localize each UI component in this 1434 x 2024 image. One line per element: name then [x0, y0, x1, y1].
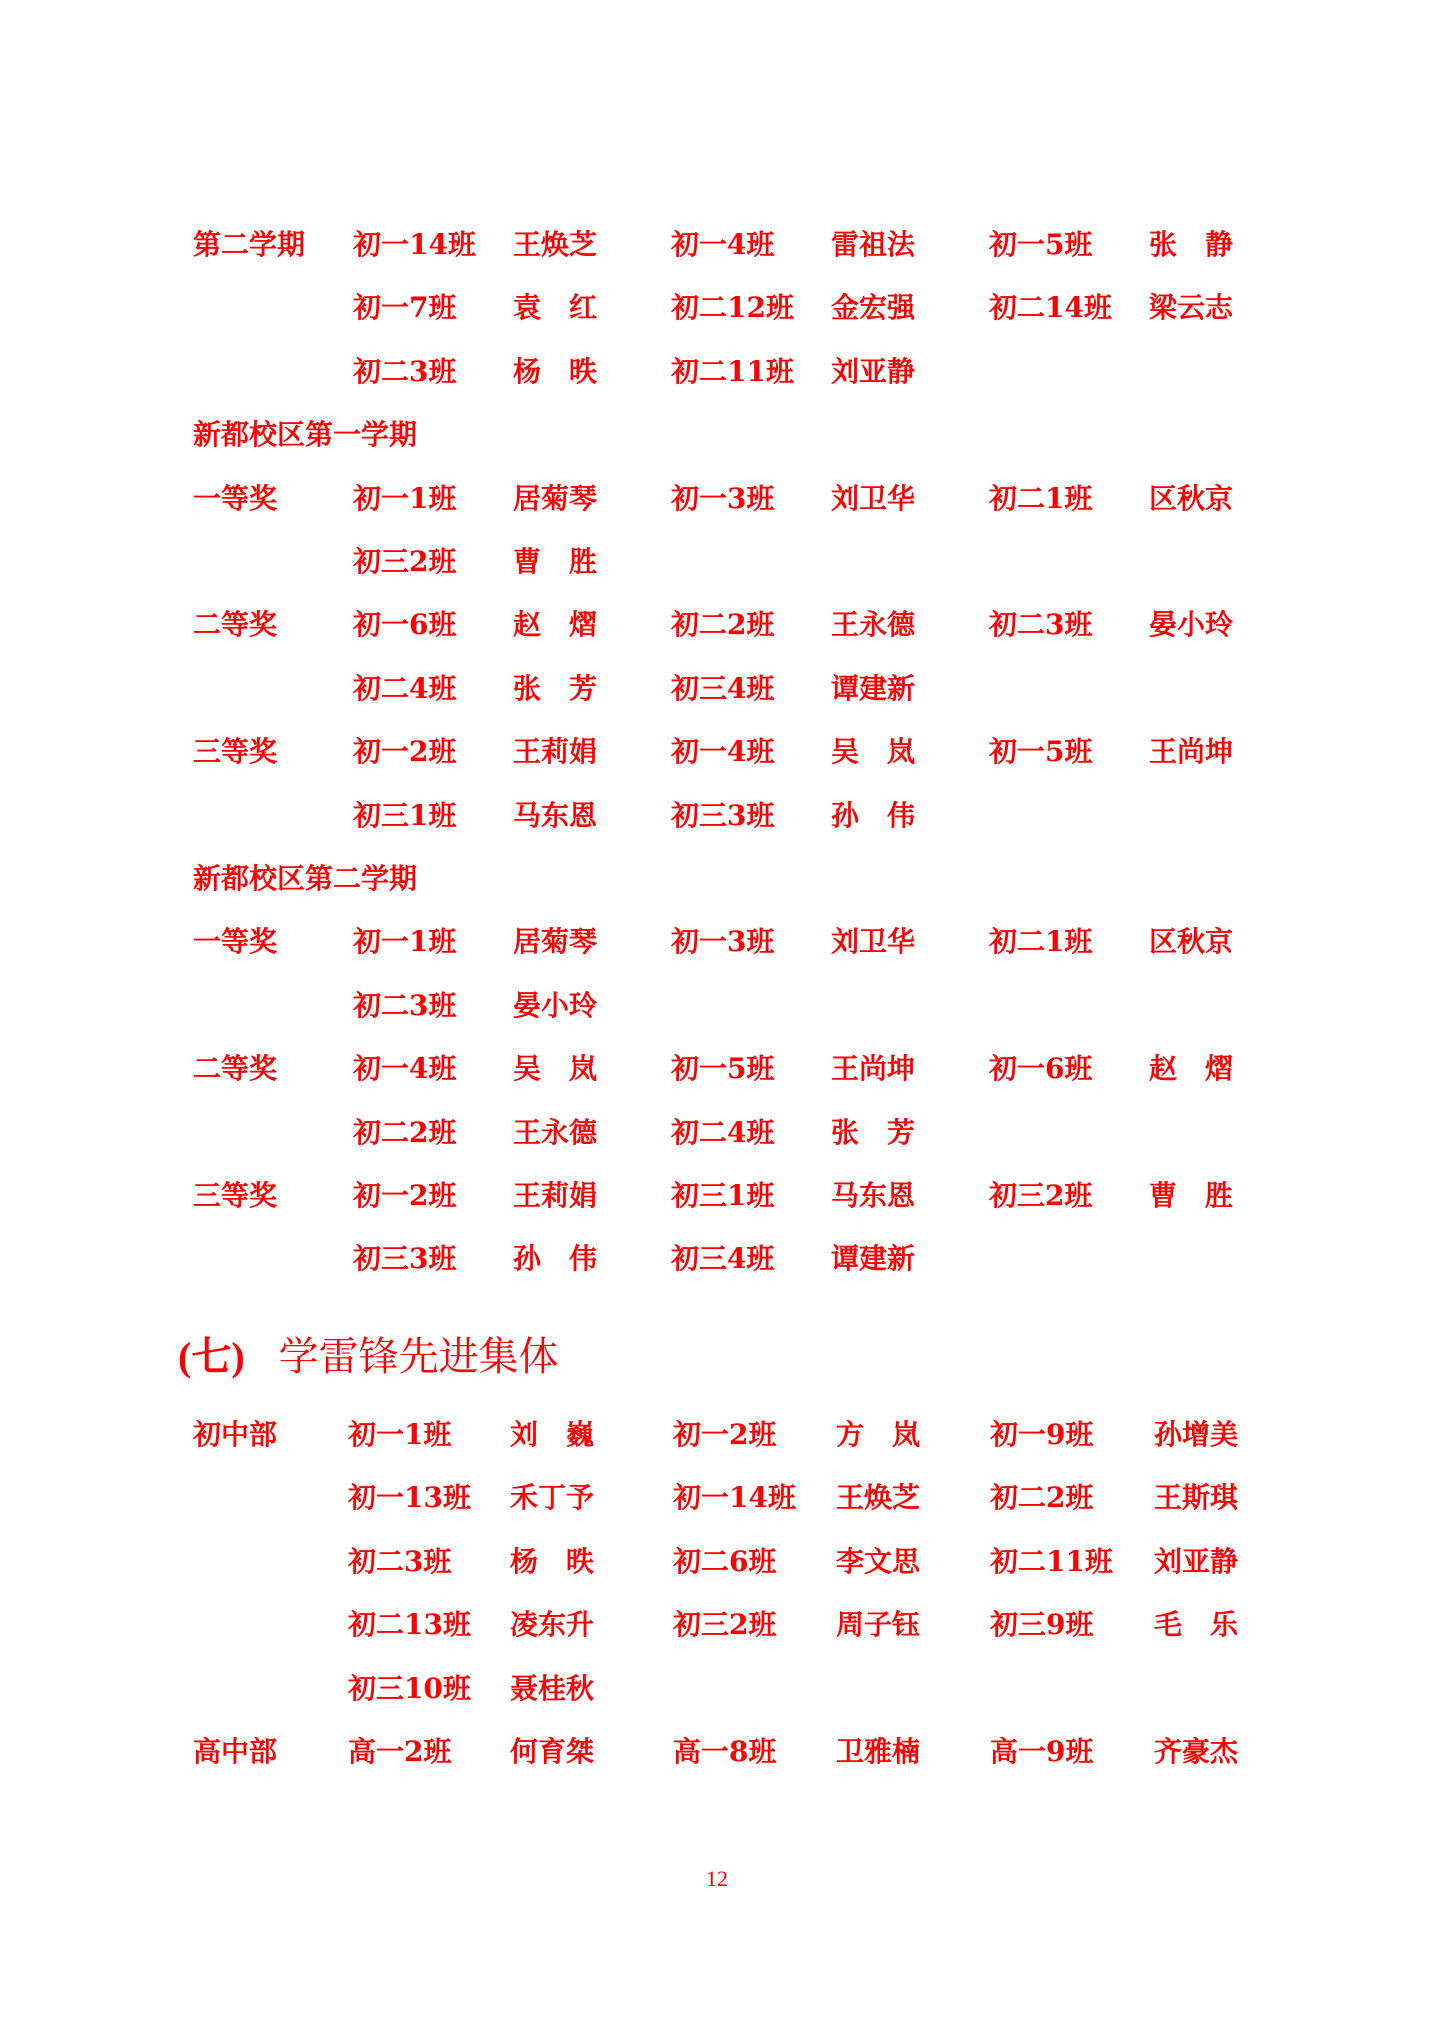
section-title: 学雷锋先进集体 [278, 1334, 559, 1380]
name-cell: 王焕芝 [513, 228, 598, 261]
name-cell: 王永德 [831, 608, 916, 642]
class-cell: 初一3班 [671, 481, 775, 515]
class-cell: 初一3班 [671, 925, 775, 959]
class-cell: 初一1班 [353, 925, 457, 959]
list-row [0, 415, 1434, 455]
name-cell: 齐豪杰 [1154, 1735, 1239, 1768]
row-label: 新都校区第二学期 [193, 862, 418, 895]
name-cell: 马东恩 [513, 798, 598, 832]
name-cell: 卫雅楠 [836, 1735, 921, 1768]
name-cell: 李文思 [836, 1544, 921, 1578]
class-cell: 初三2班 [673, 1608, 777, 1642]
class-cell: 初三2班 [989, 1179, 1093, 1212]
name-cell: 张 静 [1149, 228, 1234, 261]
class-cell: 初一14班 [353, 228, 476, 261]
name-cell: 晏小玲 [513, 988, 598, 1022]
list-row [0, 922, 1434, 962]
class-cell: 初一2班 [353, 735, 457, 769]
class-cell: 初二6班 [673, 1544, 777, 1578]
class-cell: 初三3班 [353, 1242, 457, 1276]
class-cell: 初一5班 [671, 1052, 775, 1086]
class-cell: 初二12班 [671, 291, 794, 325]
name-cell: 吴 岚 [513, 1052, 598, 1086]
class-cell: 初一9班 [990, 1418, 1094, 1451]
class-cell: 初一2班 [673, 1418, 777, 1451]
class-cell: 初二1班 [989, 481, 1093, 515]
name-cell: 孙 伟 [831, 798, 916, 832]
name-cell: 孙 伟 [513, 1242, 598, 1276]
name-cell: 毛 乐 [1154, 1608, 1239, 1642]
name-cell: 王永德 [513, 1115, 598, 1149]
name-cell: 谭建新 [831, 671, 916, 705]
class-cell: 初一5班 [989, 735, 1093, 769]
class-cell: 初三9班 [990, 1608, 1094, 1642]
class-cell: 初三4班 [671, 1242, 775, 1276]
list-row [0, 1113, 1434, 1153]
row-label: 一等奖 [193, 925, 278, 959]
row-label: 二等奖 [193, 1052, 278, 1086]
list-row [0, 1049, 1434, 1089]
class-cell: 初三3班 [671, 798, 775, 832]
name-cell: 梁云志 [1149, 291, 1234, 325]
name-cell: 周子钰 [836, 1608, 921, 1642]
class-cell: 初三4班 [671, 671, 775, 705]
name-cell: 金宏强 [831, 291, 916, 325]
list-row [0, 986, 1434, 1026]
name-cell: 王莉娟 [513, 735, 598, 769]
class-cell: 初二4班 [671, 1115, 775, 1149]
list-row [0, 605, 1434, 645]
row-label: 一等奖 [193, 481, 278, 515]
name-cell: 曹 胜 [1149, 1179, 1234, 1212]
row-label: 二等奖 [193, 608, 278, 642]
list-row [0, 1415, 1434, 1455]
name-cell: 王焕芝 [836, 1481, 921, 1515]
class-cell: 高一2班 [348, 1735, 452, 1768]
list-row [0, 669, 1434, 709]
name-cell: 刘亚静 [1154, 1544, 1239, 1578]
name-cell: 方 岚 [836, 1418, 921, 1451]
list-row [0, 288, 1434, 328]
class-cell: 初三1班 [671, 1179, 775, 1212]
name-cell: 居菊琴 [513, 481, 598, 515]
name-cell: 袁 红 [513, 291, 598, 325]
class-cell: 高一8班 [673, 1735, 777, 1768]
name-cell: 马东恩 [831, 1179, 916, 1212]
class-cell: 初二2班 [353, 1115, 457, 1149]
class-cell: 初二13班 [348, 1608, 471, 1642]
name-cell: 王斯琪 [1154, 1481, 1239, 1515]
name-cell: 王尚坤 [1149, 735, 1234, 769]
list-row [0, 1605, 1434, 1645]
class-cell: 初一6班 [989, 1052, 1093, 1086]
class-cell: 初一7班 [353, 291, 457, 325]
class-cell: 初二4班 [353, 671, 457, 705]
row-label: 第二学期 [193, 228, 306, 261]
name-cell: 赵 熠 [513, 608, 598, 642]
list-row [0, 732, 1434, 772]
row-label: 三等奖 [193, 735, 278, 769]
name-cell: 区秋京 [1149, 481, 1234, 515]
list-row [0, 542, 1434, 582]
list-row [0, 479, 1434, 519]
name-cell: 区秋京 [1149, 925, 1234, 959]
class-cell: 初二3班 [348, 1544, 452, 1578]
list-row [0, 225, 1434, 265]
class-cell: 初一1班 [353, 481, 457, 515]
class-cell: 初三2班 [353, 545, 457, 578]
name-cell: 张 芳 [831, 1115, 916, 1149]
list-row [0, 1176, 1434, 1216]
section-number: (七) [178, 1334, 245, 1379]
name-cell: 刘 巍 [510, 1418, 595, 1451]
class-cell: 初一4班 [671, 735, 775, 769]
name-cell: 赵 熠 [1149, 1052, 1234, 1086]
name-cell: 杨 昳 [513, 354, 598, 388]
name-cell: 王莉娟 [513, 1179, 598, 1212]
class-cell: 初二11班 [671, 354, 794, 388]
list-row [0, 1542, 1434, 1582]
row-label: 高中部 [193, 1735, 278, 1768]
name-cell: 聂桂秋 [510, 1671, 595, 1705]
list-row [0, 1732, 1434, 1772]
name-cell: 吴 岚 [831, 735, 916, 769]
class-cell: 初一5班 [989, 228, 1093, 261]
class-cell: 初三1班 [353, 798, 457, 832]
name-cell: 刘亚静 [831, 354, 916, 388]
class-cell: 初一1班 [348, 1418, 452, 1451]
class-cell: 初一2班 [353, 1179, 457, 1212]
class-cell: 初三10班 [348, 1671, 471, 1705]
class-cell: 初一6班 [353, 608, 457, 642]
class-cell: 初一4班 [353, 1052, 457, 1086]
row-label: 新都校区第一学期 [193, 418, 418, 452]
name-cell: 居菊琴 [513, 925, 598, 959]
name-cell: 张 芳 [513, 671, 598, 705]
class-cell: 初二11班 [990, 1544, 1113, 1578]
name-cell: 晏小玲 [1149, 608, 1234, 642]
class-cell: 初一13班 [348, 1481, 471, 1515]
class-cell: 初二2班 [990, 1481, 1094, 1515]
name-cell: 刘卫华 [831, 481, 916, 515]
name-cell: 何育桀 [510, 1735, 595, 1768]
list-row [0, 352, 1434, 392]
class-cell: 初一14班 [673, 1481, 796, 1515]
name-cell: 凌东升 [510, 1608, 595, 1642]
class-cell: 高一9班 [990, 1735, 1094, 1768]
class-cell: 初二14班 [989, 291, 1112, 325]
list-row [0, 1239, 1434, 1279]
page-number: 12 [706, 1866, 728, 1891]
row-label: 初中部 [193, 1418, 278, 1451]
name-cell: 王尚坤 [831, 1052, 916, 1086]
class-cell: 初二1班 [989, 925, 1093, 959]
name-cell: 禾丁予 [510, 1481, 595, 1515]
class-cell: 初二3班 [353, 988, 457, 1022]
row-label: 三等奖 [193, 1179, 278, 1212]
section-heading [178, 1330, 559, 1384]
class-cell: 初二3班 [353, 354, 457, 388]
name-cell: 雷祖法 [831, 228, 916, 261]
list-row [0, 859, 1434, 899]
name-cell: 杨 昳 [510, 1544, 595, 1578]
name-cell: 刘卫华 [831, 925, 916, 959]
name-cell: 谭建新 [831, 1242, 916, 1276]
list-row [0, 796, 1434, 836]
class-cell: 初二2班 [671, 608, 775, 642]
list-row [0, 1669, 1434, 1709]
list-row [0, 1478, 1434, 1518]
class-cell: 初二3班 [989, 608, 1093, 642]
class-cell: 初一4班 [671, 228, 775, 261]
name-cell: 孙增美 [1154, 1418, 1239, 1451]
name-cell: 曹 胜 [513, 545, 598, 578]
